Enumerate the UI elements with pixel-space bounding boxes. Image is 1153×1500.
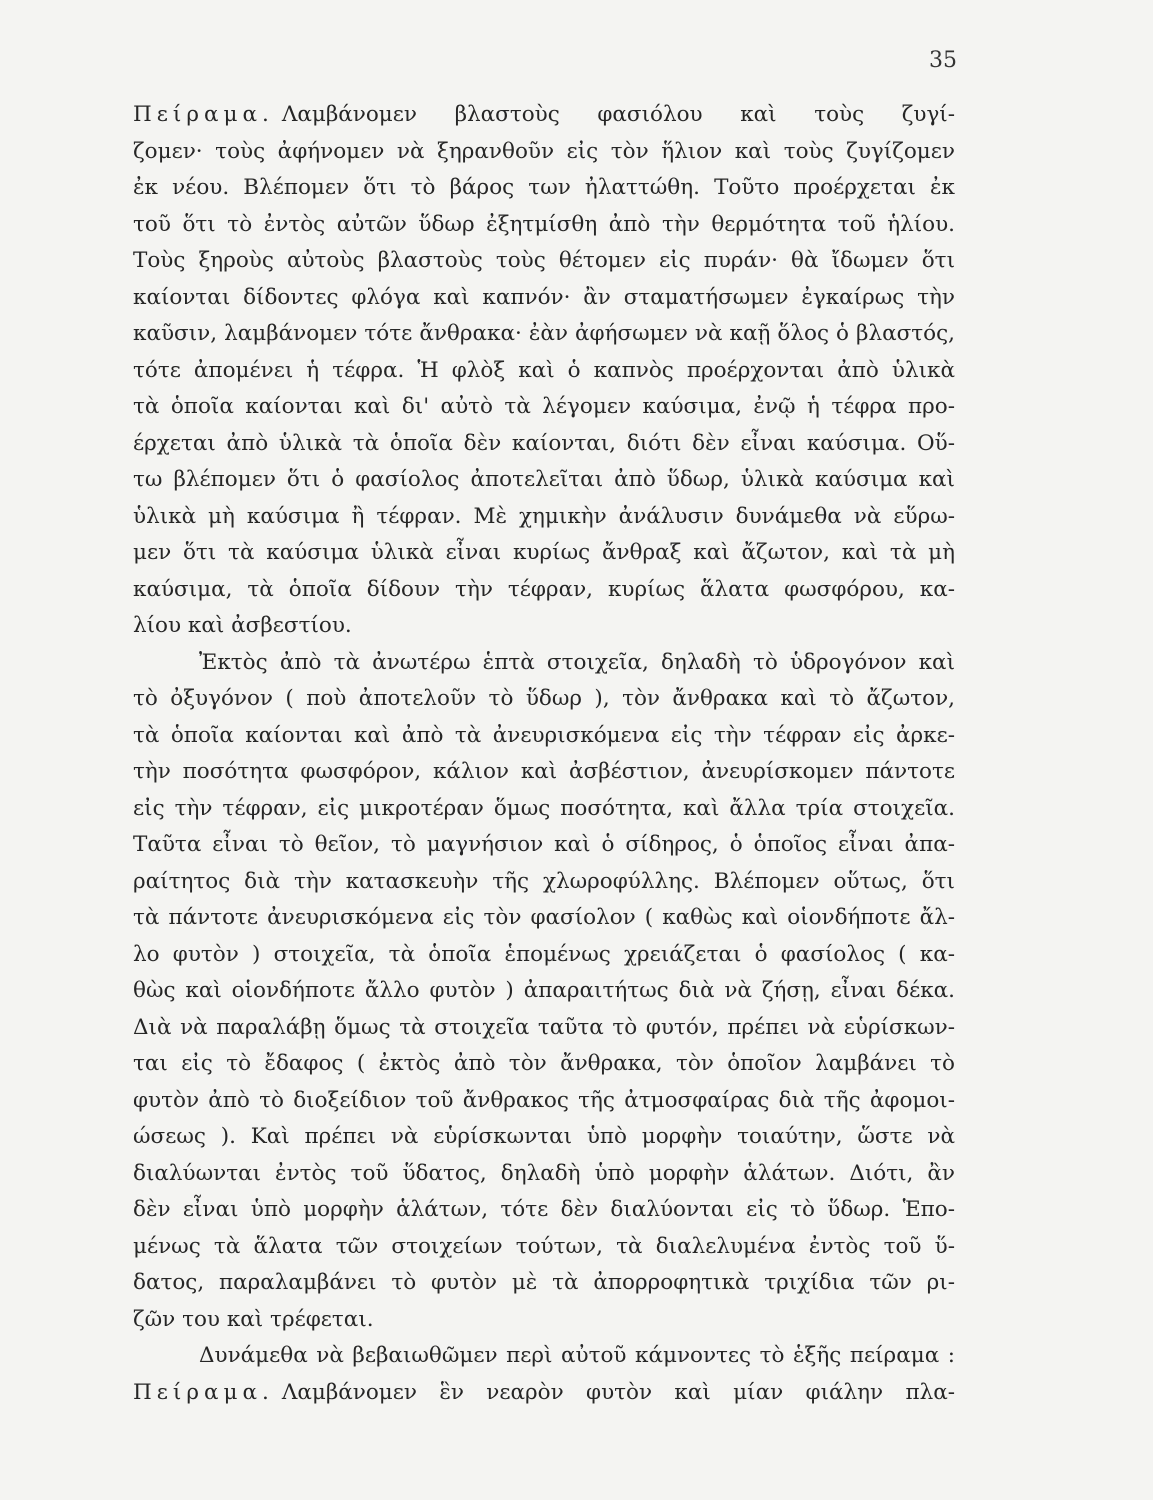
paragraph-start-line: Ἐκτὸς ἀπὸ τὰ ἀνωτέρω ἑπτὰ στοιχεῖα, δηλαδὴ τὸ ὑδρογόνον καὶ xyxy=(199,649,955,675)
text-line: ται εἰς τὸ ἔδαφος ( ἐκτὸς ἀπὸ τὸν ἄνθρακα, τὸν ὁποῖον λαμβάνει τὸ xyxy=(133,1051,955,1076)
experiment-heading: Πείραμα. xyxy=(133,102,274,127)
text-line: καῦσιν, λαμβάνομεν τότε ἄνθρακα· ἐὰν ἀφήσωμεν νὰ καῇ ὅλος ὁ βλαστός, xyxy=(133,321,955,346)
text-line: Διὰ νὰ παραλάβῃ ὅμως τὰ στοιχεῖα ταῦτα τὸ φυτόν, πρέπει νὰ εὑρίσκων- xyxy=(133,1014,955,1040)
text-line: μένως τὰ ἅλατα τῶν στοιχείων τούτων, τὰ διαλελυμένα ἐντὸς τοῦ ὕ- xyxy=(133,1233,955,1259)
text-line: εἰς τὴν τέφραν, εἰς μικροτέραν ὅμως ποσότητα, καὶ ἄλλα τρία στοιχεῖα. xyxy=(133,795,955,821)
text-line: ὑλικὰ μὴ καύσιμα ἢ τέφραν. Μὲ χημικὴν ἀνάλυσιν δυνάμεθα νὰ εὕρω- xyxy=(133,503,955,529)
text-line: τω βλέπομεν ὅτι ὁ φασίολος ἀποτελεῖται ἀπὸ ὕδωρ, ὑλικὰ καύσιμα καὶ xyxy=(133,467,955,492)
text-line: καύσιμα, τὰ ὁποῖα δίδουν τὴν τέφραν, κυρίως ἅλατα φωσφόρου, κα- xyxy=(133,576,955,602)
text-line: δὲν εἶναι ὑπὸ μορφὴν ἁλάτων, τότε δὲν διαλύονται εἰς τὸ ὕδωρ. Ἑπο- xyxy=(133,1197,955,1222)
text-line: ραίτητος διὰ τὴν κατασκευὴν τῆς χλωροφύλλης. Βλέπομεν οὕτως, ὅτι xyxy=(133,868,955,894)
text-line: Ταῦτα εἶναι τὸ θεῖον, τὸ μαγνήσιον καὶ ὁ σίδηρος, ὁ ὁποῖος εἶναι ἀπα- xyxy=(133,832,955,857)
text-line: διαλύωνται ἐντὸς τοῦ ὕδατος, δηλαδὴ ὑπὸ μορφὴν ἁλάτων. Διότι, ἂν xyxy=(133,1160,955,1186)
experiment-heading: Πείραμα. xyxy=(133,1379,274,1405)
text-line: θὼς καὶ οἱονδήποτε ἄλλο φυτὸν ) ἀπαραιτήτως διὰ νὰ ζήσῃ, εἶναι δέκα. xyxy=(133,978,955,1003)
text-line: τὰ πάντοτε ἀνευρισκόμενα εἰς τὸν φασίολον ( καθὼς καὶ οἱονδήποτε ἄλ- xyxy=(133,905,955,930)
text-line: τότε ἀπομένει ἡ τέφρα. Ἡ φλὸξ καὶ ὁ καπνὸς προέρχονται ἀπὸ ὑλικὰ xyxy=(133,357,955,383)
page-number: 35 xyxy=(929,48,957,73)
text-line: ώσεως ). Καὶ πρέπει νὰ εὑρίσκωνται ὑπὸ μορφὴν τοιαύτην, ὥστε νὰ xyxy=(133,1124,955,1149)
text-line: φυτὸν ἀπὸ τὸ διοξείδιον τοῦ ἄνθρακος τῆς ἀτμοσφαίρας διὰ τῆς ἀφομοι- xyxy=(133,1087,955,1113)
text-line: καίονται δίδοντες φλόγα καὶ καπνόν· ἂν σταματήσωμεν ἐγκαίρως τὴν xyxy=(133,284,955,310)
text-line: τὴν ποσότητα φωσφόρον, κάλιον καὶ ἀσβέστιον, ἀνευρίσκομεν πάντοτε xyxy=(133,759,955,784)
text-line: ζομεν· τοὺς ἀφήνομεν νὰ ξηρανθοῦν εἰς τὸν ἥλιον καὶ τοὺς ζυγίζομεν xyxy=(133,138,955,164)
text-line: τὸ ὀξυγόνον ( ποὺ ἀποτελοῦν τὸ ὕδωρ ), τὸν ἄνθρακα καὶ τὸ ἄζωτον, xyxy=(133,686,955,711)
text-line: τοῦ ὅτι τὸ ἐντὸς αὐτῶν ὕδωρ ἐξητμίσθη ἀπὸ τὴν θερμότητα τοῦ ἡλίου. xyxy=(133,211,955,237)
text-line: Πείραμα. Λαμβάνομεν ἓν νεαρὸν φυτὸν καὶ μίαν φιάλην πλα- xyxy=(133,1379,955,1405)
text-line: Πείραμα. Λαμβάνομεν βλαστοὺς φασιόλου καὶ τοὺς ζυγί- xyxy=(133,102,955,127)
body-text xyxy=(133,97,955,1411)
text-line: ἐκ νέου. Βλέπομεν ὅτι τὸ βάρος των ἠλαττώθη. Τοῦτο προέρχεται ἐκ xyxy=(133,175,955,200)
text-line: έρχεται ἀπὸ ὑλικὰ τὰ ὁποῖα δὲν καίονται, διότι δὲν εἶναι καύσιμα. Οὕ- xyxy=(133,430,955,456)
text-line: λο φυτὸν ) στοιχεῖα, τὰ ὁποῖα ἑπομένως χρειάζεται ὁ φασίολος ( κα- xyxy=(133,941,955,967)
text-line: λίου καὶ ἀσβεστίου. xyxy=(133,613,352,638)
text-line: τὰ ὁποῖα καίονται καὶ δι' αὐτὸ τὰ λέγομεν καύσιμα, ἐνῷ ἡ τέφρα προ- xyxy=(133,394,955,419)
text-line: μεν ὅτι τὰ καύσιμα ὑλικὰ εἶναι κυρίως ἄνθραξ καὶ ἄζωτον, καὶ τὰ μὴ xyxy=(133,540,955,565)
text-line: Τοὺς ξηροὺς αὐτοὺς βλαστοὺς τοὺς θέτομεν εἰς πυράν· θὰ ἴδωμεν ὅτι xyxy=(133,248,955,273)
text-line: τὰ ὁποῖα καίονται καὶ ἀπὸ τὰ ἀνευρισκόμενα εἰς τὴν τέφραν εἰς ἀρκε- xyxy=(133,722,955,748)
text-line: ζῶν του καὶ τρέφεται. xyxy=(133,1306,374,1332)
text-line: δατος, παραλαμβάνει τὸ φυτὸν μὲ τὰ ἀπορροφητικὰ τριχίδια τῶν ρι- xyxy=(133,1270,955,1295)
paragraph-start-line: Δυνάμεθα νὰ βεβαιωθῶμεν περὶ αὐτοῦ κάμνοντες τὸ ἑξῆς πείραμα : xyxy=(199,1343,955,1368)
